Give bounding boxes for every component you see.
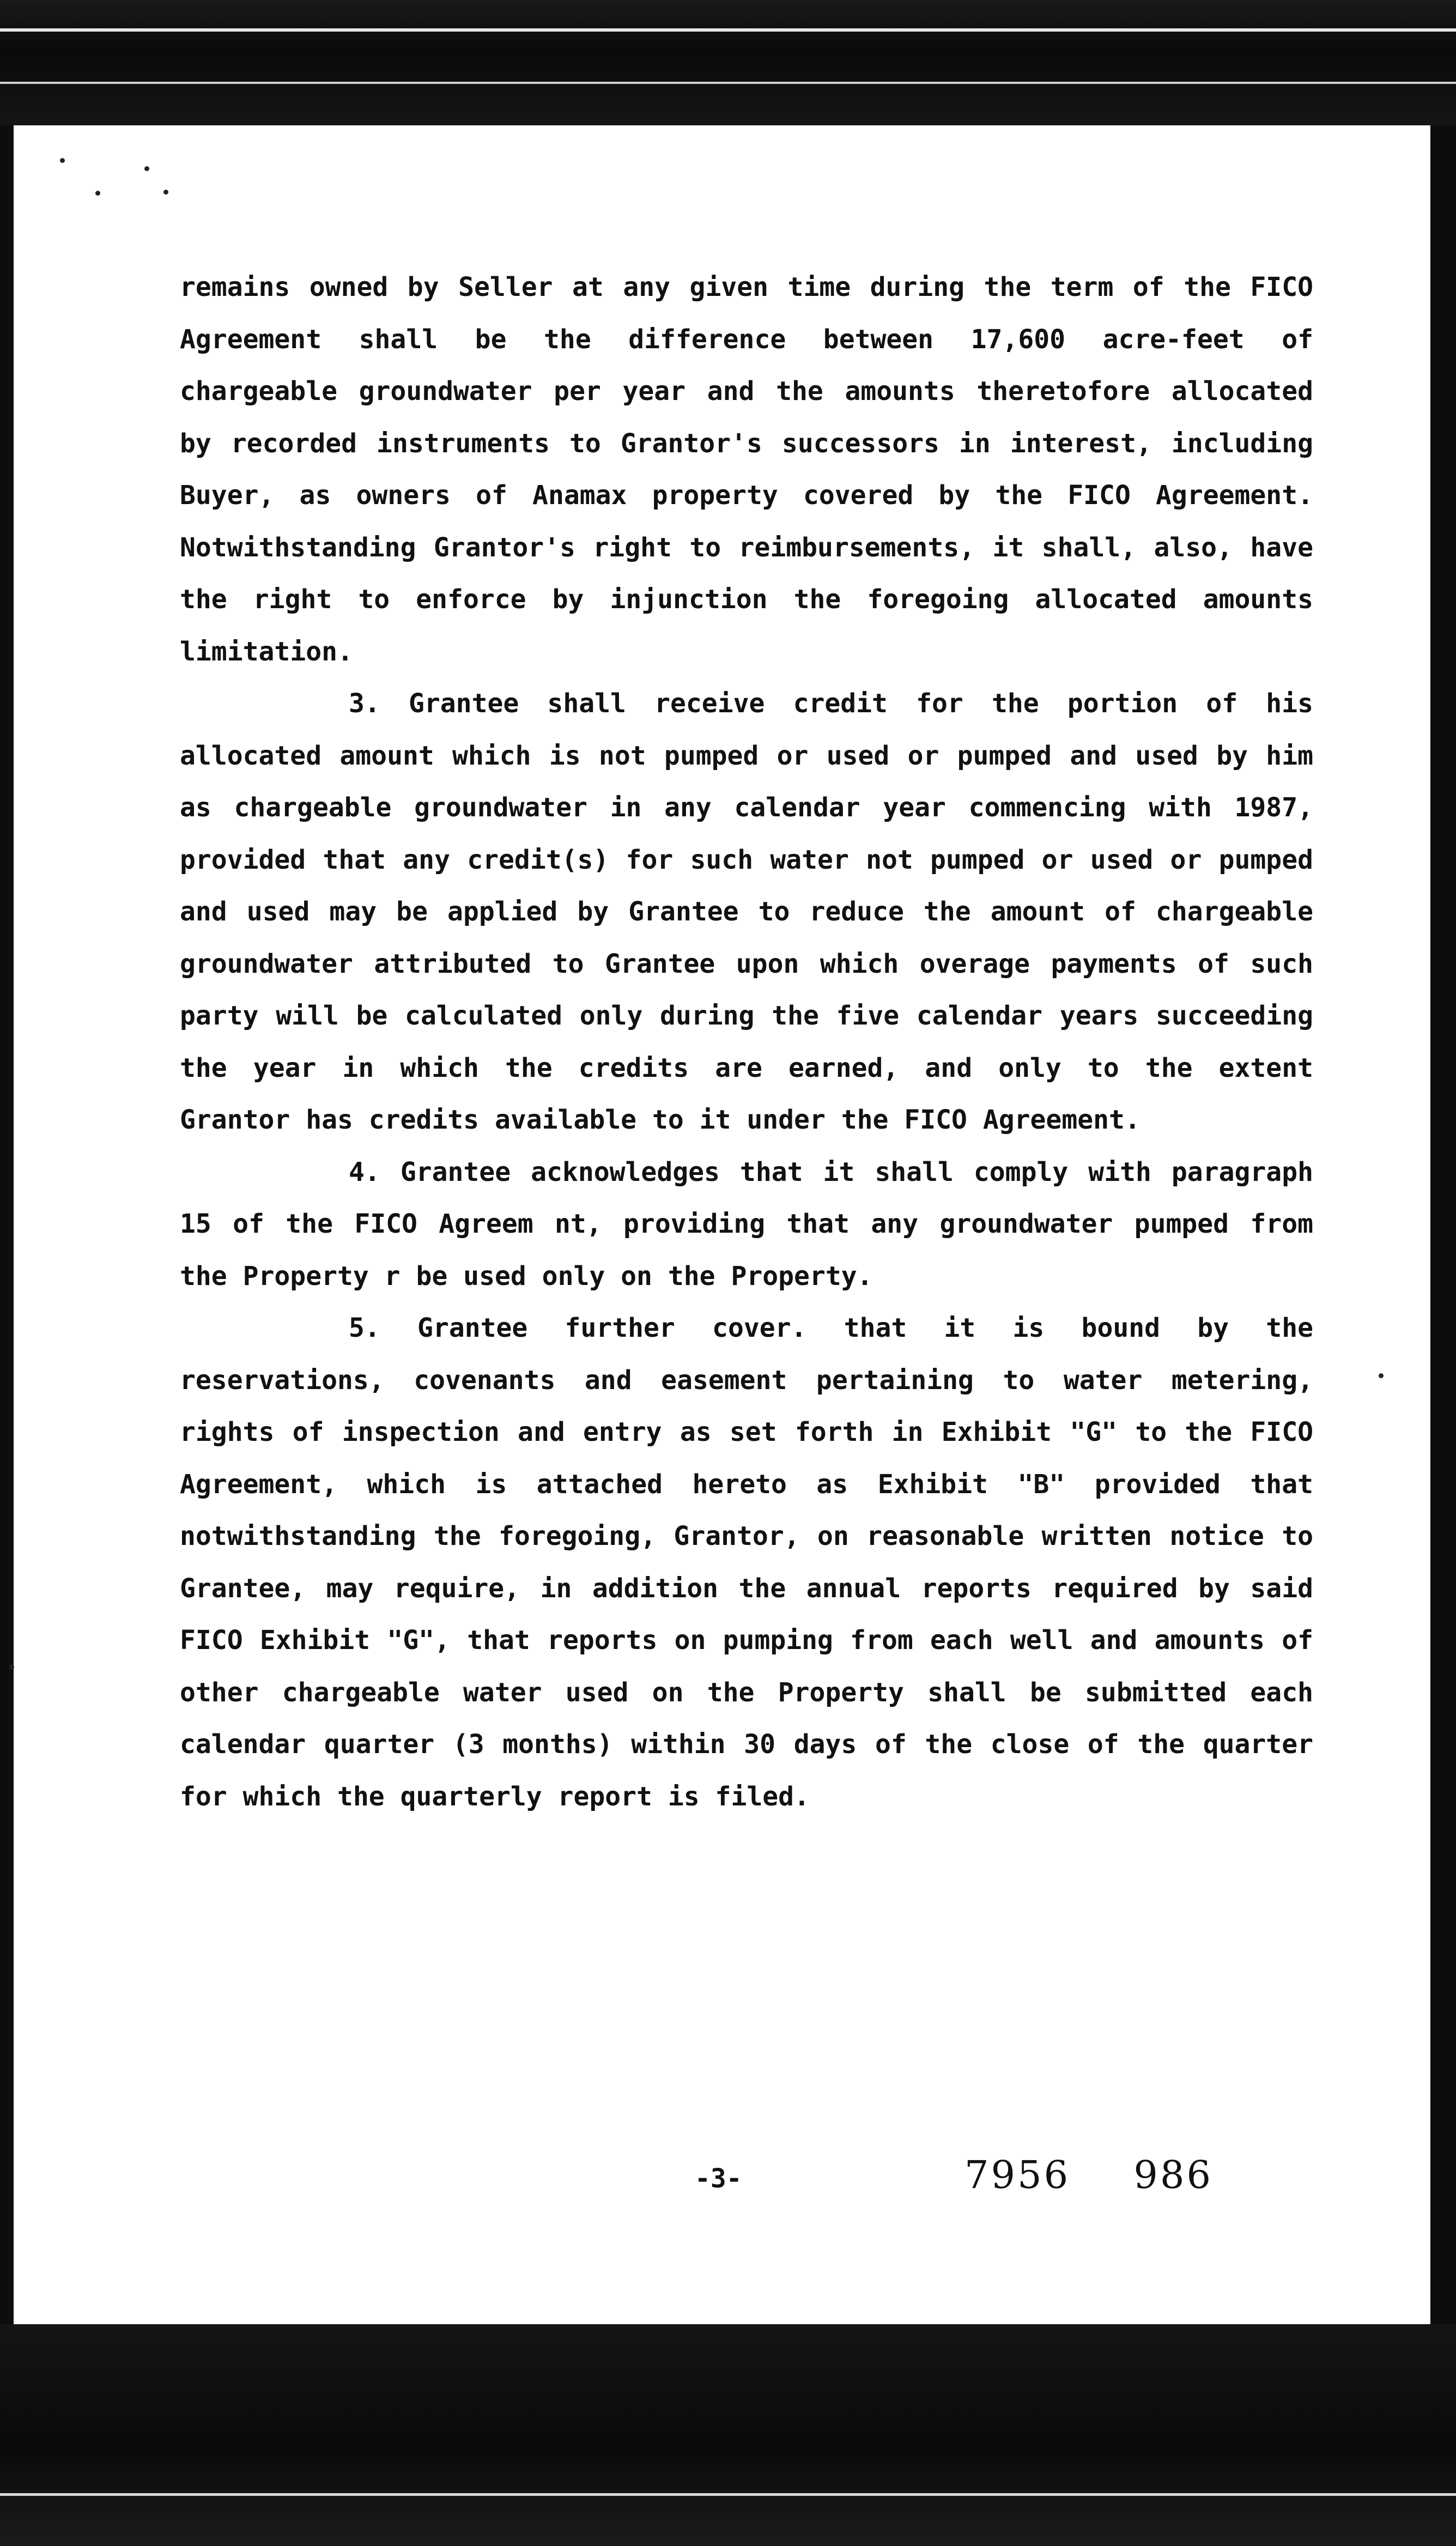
document-number-part: 986 bbox=[1133, 2153, 1214, 2197]
document-number-part: 7956 bbox=[964, 2153, 1071, 2197]
paragraph-continuation: remains owned by Seller at any given time during the term of the FICO Agreement shall be the difference between 17,600 acre-feet of chargeable groundwater per year and the amounts theretofore allocated by recorded instruments to Grantor's successors in interest, including Buyer, as owners of Anamax property covered by the FICO Agreement. Notwithstanding Grantor's right to reimbursements, it shall, also, have the right to enforce by injunction the foregoing allocated amounts limitation. bbox=[180, 272, 1313, 667]
scan-line-top-secondary bbox=[0, 82, 1456, 84]
scan-speck bbox=[95, 191, 100, 196]
document-page bbox=[14, 125, 1430, 2324]
body-text bbox=[180, 262, 1313, 1823]
page-footer bbox=[14, 2153, 1430, 2207]
paragraph-3: 3. Grantee shall receive credit for the portion of his allocated amount which is not pumped or used or pumped and used by him as chargeable groundwater in any calendar year commencing with 1987, provided that any credit(s) for such water not pumped or used or pumped and used may be applied by Grantee to reduce the amount of chargeable groundwater attributed to Grantee upon which overage payments of such party will be calculated only during the five calendar years succeeding the year in which the credits are earned, and only to the extent Grantor has credits available to it under the FICO Agreement. bbox=[180, 688, 1313, 1135]
page-number: -3- bbox=[695, 2163, 742, 2194]
paragraph-4: 4. Grantee acknowledges that it shall comply with paragraph 15 of the FICO Agreem nt, providing that any groundwater pumped from the Property r be used only on the Property. bbox=[180, 1156, 1313, 1292]
scan-speck bbox=[144, 166, 149, 171]
scan-speck bbox=[60, 158, 65, 163]
scan-line-top bbox=[0, 28, 1456, 32]
scan-speck bbox=[1379, 1373, 1384, 1378]
scan-speck bbox=[9, 1665, 14, 1670]
paragraph-5: 5. Grantee further cover. that it is bound by the reservations, covenants and easement pertaining to water metering, rights of inspection and entry as set forth in Exhibit "G" to the FICO Agreement, which is attached hereto as Exhibit "B" provided that notwithstanding the foregoing, Grantor, on reasonable written notice to Grantee, may require, in addition the annual reports required by said FICO Exhibit "G", that reports on pumping from each well and amounts of other chargeable water used on the Property shall be submitted each calendar quarter (3 months) within 30 days of the close of the quarter for which the quarterly report is filed. bbox=[180, 1313, 1313, 1812]
scan-border-bottom bbox=[0, 2324, 1456, 2546]
scan-border-top bbox=[0, 0, 1456, 125]
document-number bbox=[964, 2153, 1262, 2197]
scan-speck bbox=[163, 190, 168, 195]
scan-line-bottom bbox=[0, 2493, 1456, 2496]
